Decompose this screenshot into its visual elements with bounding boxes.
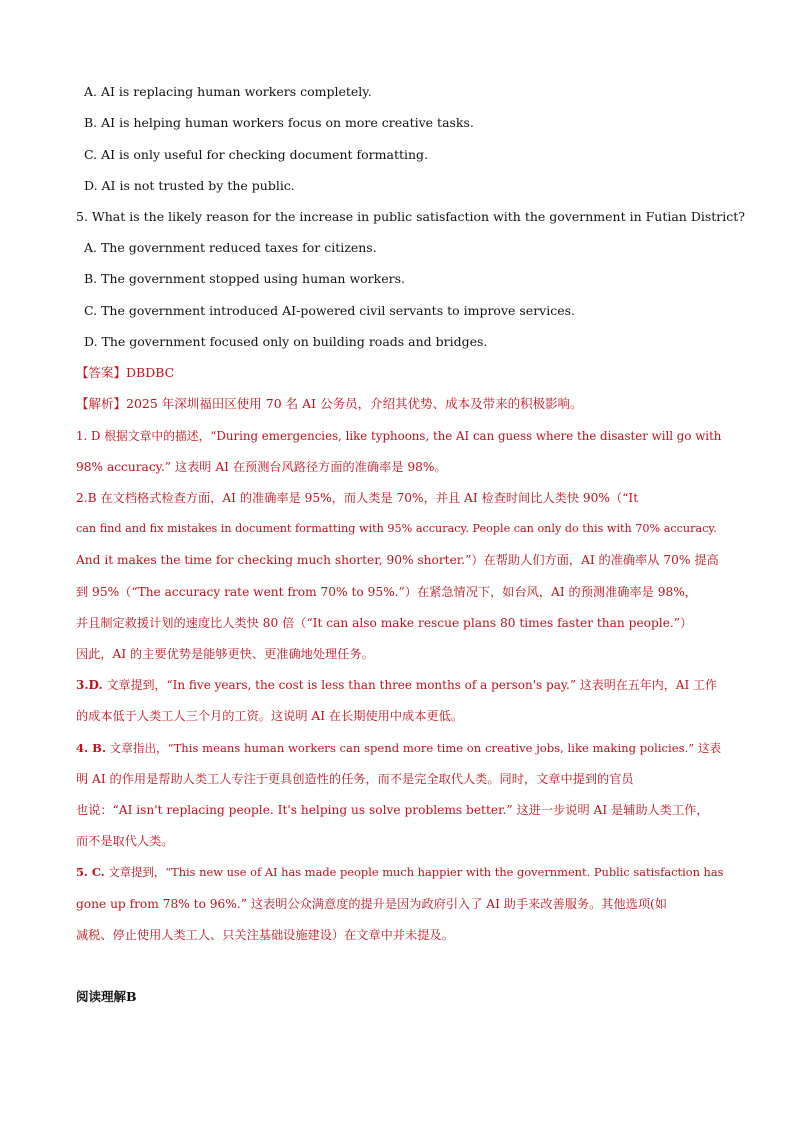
answer-line <box>76 365 174 381</box>
analysis-line-4: can find and fix mistakes in document formatting with 95% accuracy. People can only do this with 70% accuracy. <box>76 522 717 535</box>
analysis-item4-line-2: 明 AI 的作用是帮助人类工人专注于更具创造性的任务，而不是完全取代人类。同时，文章中提到的官员 <box>76 772 634 786</box>
analysis-item3-line-2: 的成本低于人类工人三个月的工资。这说明 AI 在长期使用中成本更低。 <box>76 709 463 723</box>
answer-value: DBDBC <box>126 365 175 380</box>
item5-number: 5. C. <box>76 865 105 879</box>
q4-option-a: A. AI is replacing human workers completely. <box>84 84 372 99</box>
analysis-summary-line <box>76 396 583 412</box>
item5-text-1: 文章提到，“This new use of AI has made people much happier with the government. Public satisfaction has <box>104 865 724 879</box>
analysis-summary: 2025 年深圳福田区使用 70 名 AI 公务员，介绍其优势、成本及带来的积极影响。 <box>126 396 583 411</box>
q5-option-b: B. The government stopped using human workers. <box>84 271 405 286</box>
q5-option-a: A. The government reduced taxes for citizens. <box>84 240 377 255</box>
analysis-item5-line-1 <box>76 864 724 880</box>
item3-text-1: 文章提到，“In five years, the cost is less than three months of a person's pay.” 这表明在五年内，AI 工作 <box>102 678 718 692</box>
analysis-line-2: 98% accuracy.” 这表明 AI 在预测台风路径方面的准确率是 98%。 <box>76 460 447 474</box>
analysis-item3-line-1 <box>76 677 718 693</box>
analysis-line-1: 1. D 根据文章中的描述，“During emergencies, like typhoons, the AI can guess where the disaster will go with <box>76 429 722 443</box>
q4-option-b: B. AI is helping human workers focus on more creative tasks. <box>84 115 474 130</box>
analysis-line-6: 到 95%（“The accuracy rate went from 70% to 95%.”）在紧急情况下，如台风，AI 的预测准确率是 98%， <box>76 585 697 599</box>
analysis-line-3: 2.B 在文档格式检查方面，AI 的准确率是 95%，而人类是 70%，并且 AI 检查时间比人类快 90%（“It <box>76 491 639 505</box>
item3-number: 3.D. <box>76 678 103 692</box>
analysis-item5-line-2: gone up from 78% to 96%.” 这表明公众满意度的提升是因为政府引入了 AI 助手来改善服务。其他选项(如 <box>76 897 667 911</box>
analysis-line-7: 并且制定救援计划的速度比人类快 80 倍（“It can also make rescue plans 80 times faster than people.”） <box>76 616 693 630</box>
section-heading-reading-b: 阅读理解B <box>76 989 137 1004</box>
q5-prompt: 5. What is the likely reason for the increase in public satisfaction with the government in Futian District? <box>76 209 745 224</box>
analysis-item4-line-3: 也说：“AI isn't replacing people. It's helping us solve problems better.” 这进一步说明 AI 是辅助人类工作， <box>76 803 709 817</box>
analysis-label: 【解析】 <box>76 396 127 411</box>
q4-option-c: C. AI is only useful for checking document formatting. <box>84 147 429 162</box>
item4-text-1: 文章指出，“This means human workers can spend more time on creative jobs, like making policies.” 这表 <box>105 741 722 755</box>
q5-option-c: C. The government introduced AI-powered civil servants to improve services. <box>84 303 576 318</box>
analysis-item4-line-4: 而不是取代人类。 <box>76 834 174 848</box>
answer-label: 【答案】 <box>76 365 127 380</box>
analysis-line-8: 因此，AI 的主要优势是能够更快、更准确地处理任务。 <box>76 647 374 661</box>
analysis-item4-line-1 <box>76 740 722 756</box>
q5-option-d: D. The government focused only on building roads and bridges. <box>84 334 488 349</box>
q4-option-d: D. AI is not trusted by the public. <box>84 178 295 193</box>
analysis-item5-line-3: 减税、停止使用人类工人、只关注基础设施建设）在文章中并未提及。 <box>76 928 454 942</box>
analysis-line-5: And it makes the time for checking much shorter, 90% shorter.”）在帮助人们方面，AI 的准确率从 70% 提高 <box>76 553 719 567</box>
item4-number: 4. B. <box>76 741 106 755</box>
